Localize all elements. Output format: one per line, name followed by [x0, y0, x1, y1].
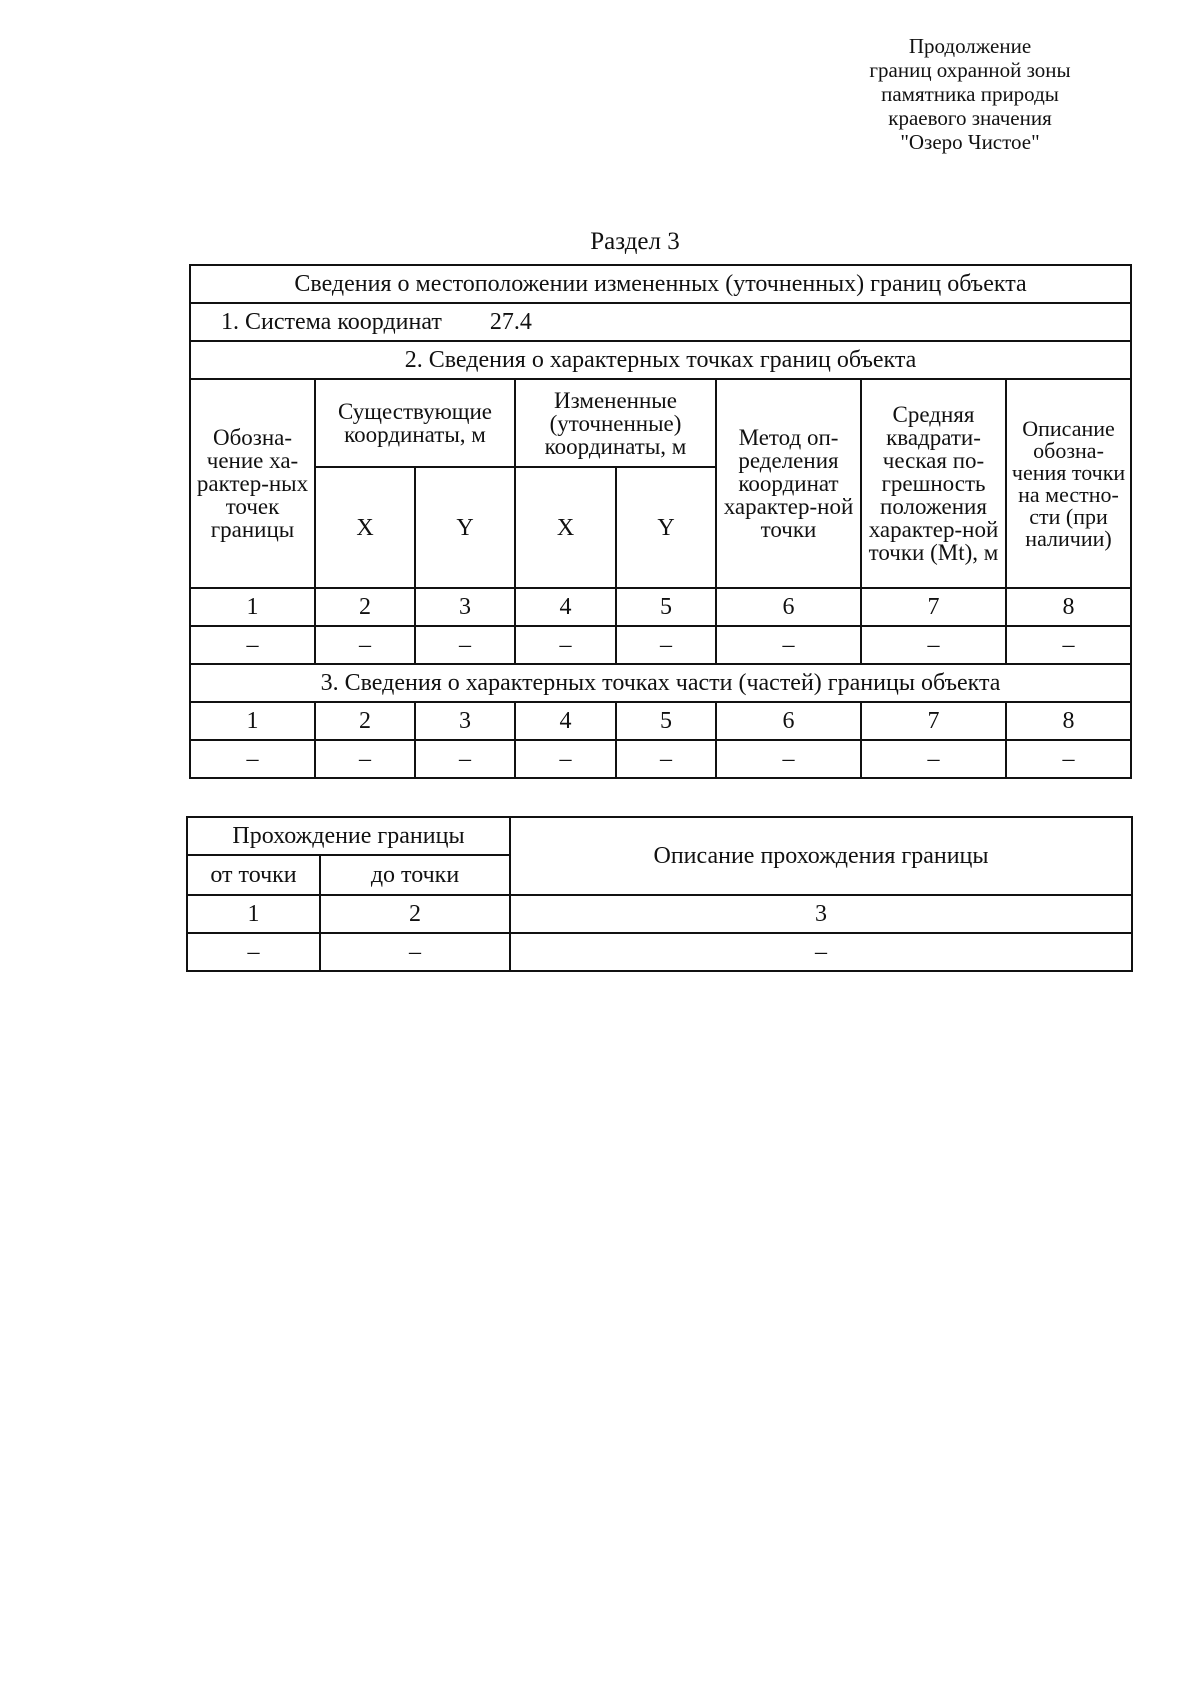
table-cell: –: [716, 740, 861, 778]
header-line: краевого значения: [888, 106, 1052, 130]
table-cell: –: [415, 626, 515, 664]
coord-system-value: 27.4: [489, 309, 532, 335]
table-cell: –: [515, 740, 616, 778]
table-cell: –: [190, 626, 315, 664]
column-number: 6: [716, 588, 861, 626]
passage-description-header: Описание прохождения границы: [510, 817, 1132, 895]
column-header-x: X: [515, 467, 616, 588]
column-number: 4: [515, 702, 616, 740]
parts-section-title: 3. Сведения о характерных точках части (частей) границы объекта: [190, 664, 1131, 702]
column-number: 8: [1006, 702, 1131, 740]
column-number: 2: [320, 895, 510, 933]
table-cell: –: [320, 933, 510, 971]
to-point-header: до точки: [320, 855, 510, 895]
table-row: [190, 626, 1131, 664]
column-header-method: Метод оп-ределения координат характер-ной точки: [716, 379, 861, 588]
column-header-description: Описание обозна-чения точки на местно-сти (при наличии): [1006, 379, 1131, 588]
column-header-changed-coords: Измененные (уточненные) координаты, м: [515, 379, 716, 467]
column-header-y: Y: [415, 467, 515, 588]
table-cell: –: [1006, 740, 1131, 778]
passage-header: Прохождение границы: [187, 817, 510, 855]
table-title: Сведения о местоположении измененных (уточненных) границ объекта: [190, 265, 1131, 303]
table-cell: –: [716, 626, 861, 664]
table-cell: –: [616, 626, 716, 664]
column-header-error: Средняя квадрати-ческая по-грешность положения характер-ной точки (Mt), м: [861, 379, 1006, 588]
boundary-points-table: [189, 264, 1132, 779]
column-number: 2: [315, 702, 415, 740]
table-cell: –: [616, 740, 716, 778]
header-line: памятника природы: [881, 82, 1059, 106]
table-cell: –: [515, 626, 616, 664]
document-header: [820, 34, 1120, 154]
column-number: 4: [515, 588, 616, 626]
column-number: 5: [616, 588, 716, 626]
column-header-x: X: [315, 467, 415, 588]
column-number: 1: [190, 702, 315, 740]
table-cell: –: [510, 933, 1132, 971]
column-number: 3: [415, 588, 515, 626]
coord-system-row: [190, 303, 1131, 341]
section-title: Раздел 3: [590, 228, 680, 255]
table-cell: –: [187, 933, 320, 971]
table-cell: –: [1006, 626, 1131, 664]
from-point-header: от точки: [187, 855, 320, 895]
table-row: [190, 702, 1131, 740]
column-number: 5: [616, 702, 716, 740]
column-header-designation: Обозна-чение ха-рактер-ных точек границы: [190, 379, 315, 588]
column-header-existing-coords: Существующие координаты, м: [315, 379, 515, 467]
table-row: [187, 933, 1132, 971]
column-number: 2: [315, 588, 415, 626]
table-cell: –: [190, 740, 315, 778]
table-cell: –: [861, 626, 1006, 664]
table-row: [187, 895, 1132, 933]
table-cell: –: [315, 626, 415, 664]
table-row: [190, 740, 1131, 778]
column-number: 7: [861, 702, 1006, 740]
boundary-passage-table: [186, 816, 1133, 972]
column-number: 6: [716, 702, 861, 740]
column-header-y: Y: [616, 467, 716, 588]
header-line: "Озеро Чистое": [900, 130, 1040, 154]
column-number: 8: [1006, 588, 1131, 626]
column-number: 1: [187, 895, 320, 933]
table-cell: –: [861, 740, 1006, 778]
column-number: 1: [190, 588, 315, 626]
header-line: границ охранной зоны: [869, 58, 1071, 82]
header-line: Продолжение: [908, 34, 1032, 58]
table-cell: –: [415, 740, 515, 778]
column-number: 3: [415, 702, 515, 740]
column-number: 7: [861, 588, 1006, 626]
coord-system-label: 1. Система координат: [221, 309, 442, 335]
points-section-title: 2. Сведения о характерных точках границ объекта: [190, 341, 1131, 379]
column-number: 3: [510, 895, 1132, 933]
table-cell: –: [315, 740, 415, 778]
table-row: [190, 588, 1131, 626]
